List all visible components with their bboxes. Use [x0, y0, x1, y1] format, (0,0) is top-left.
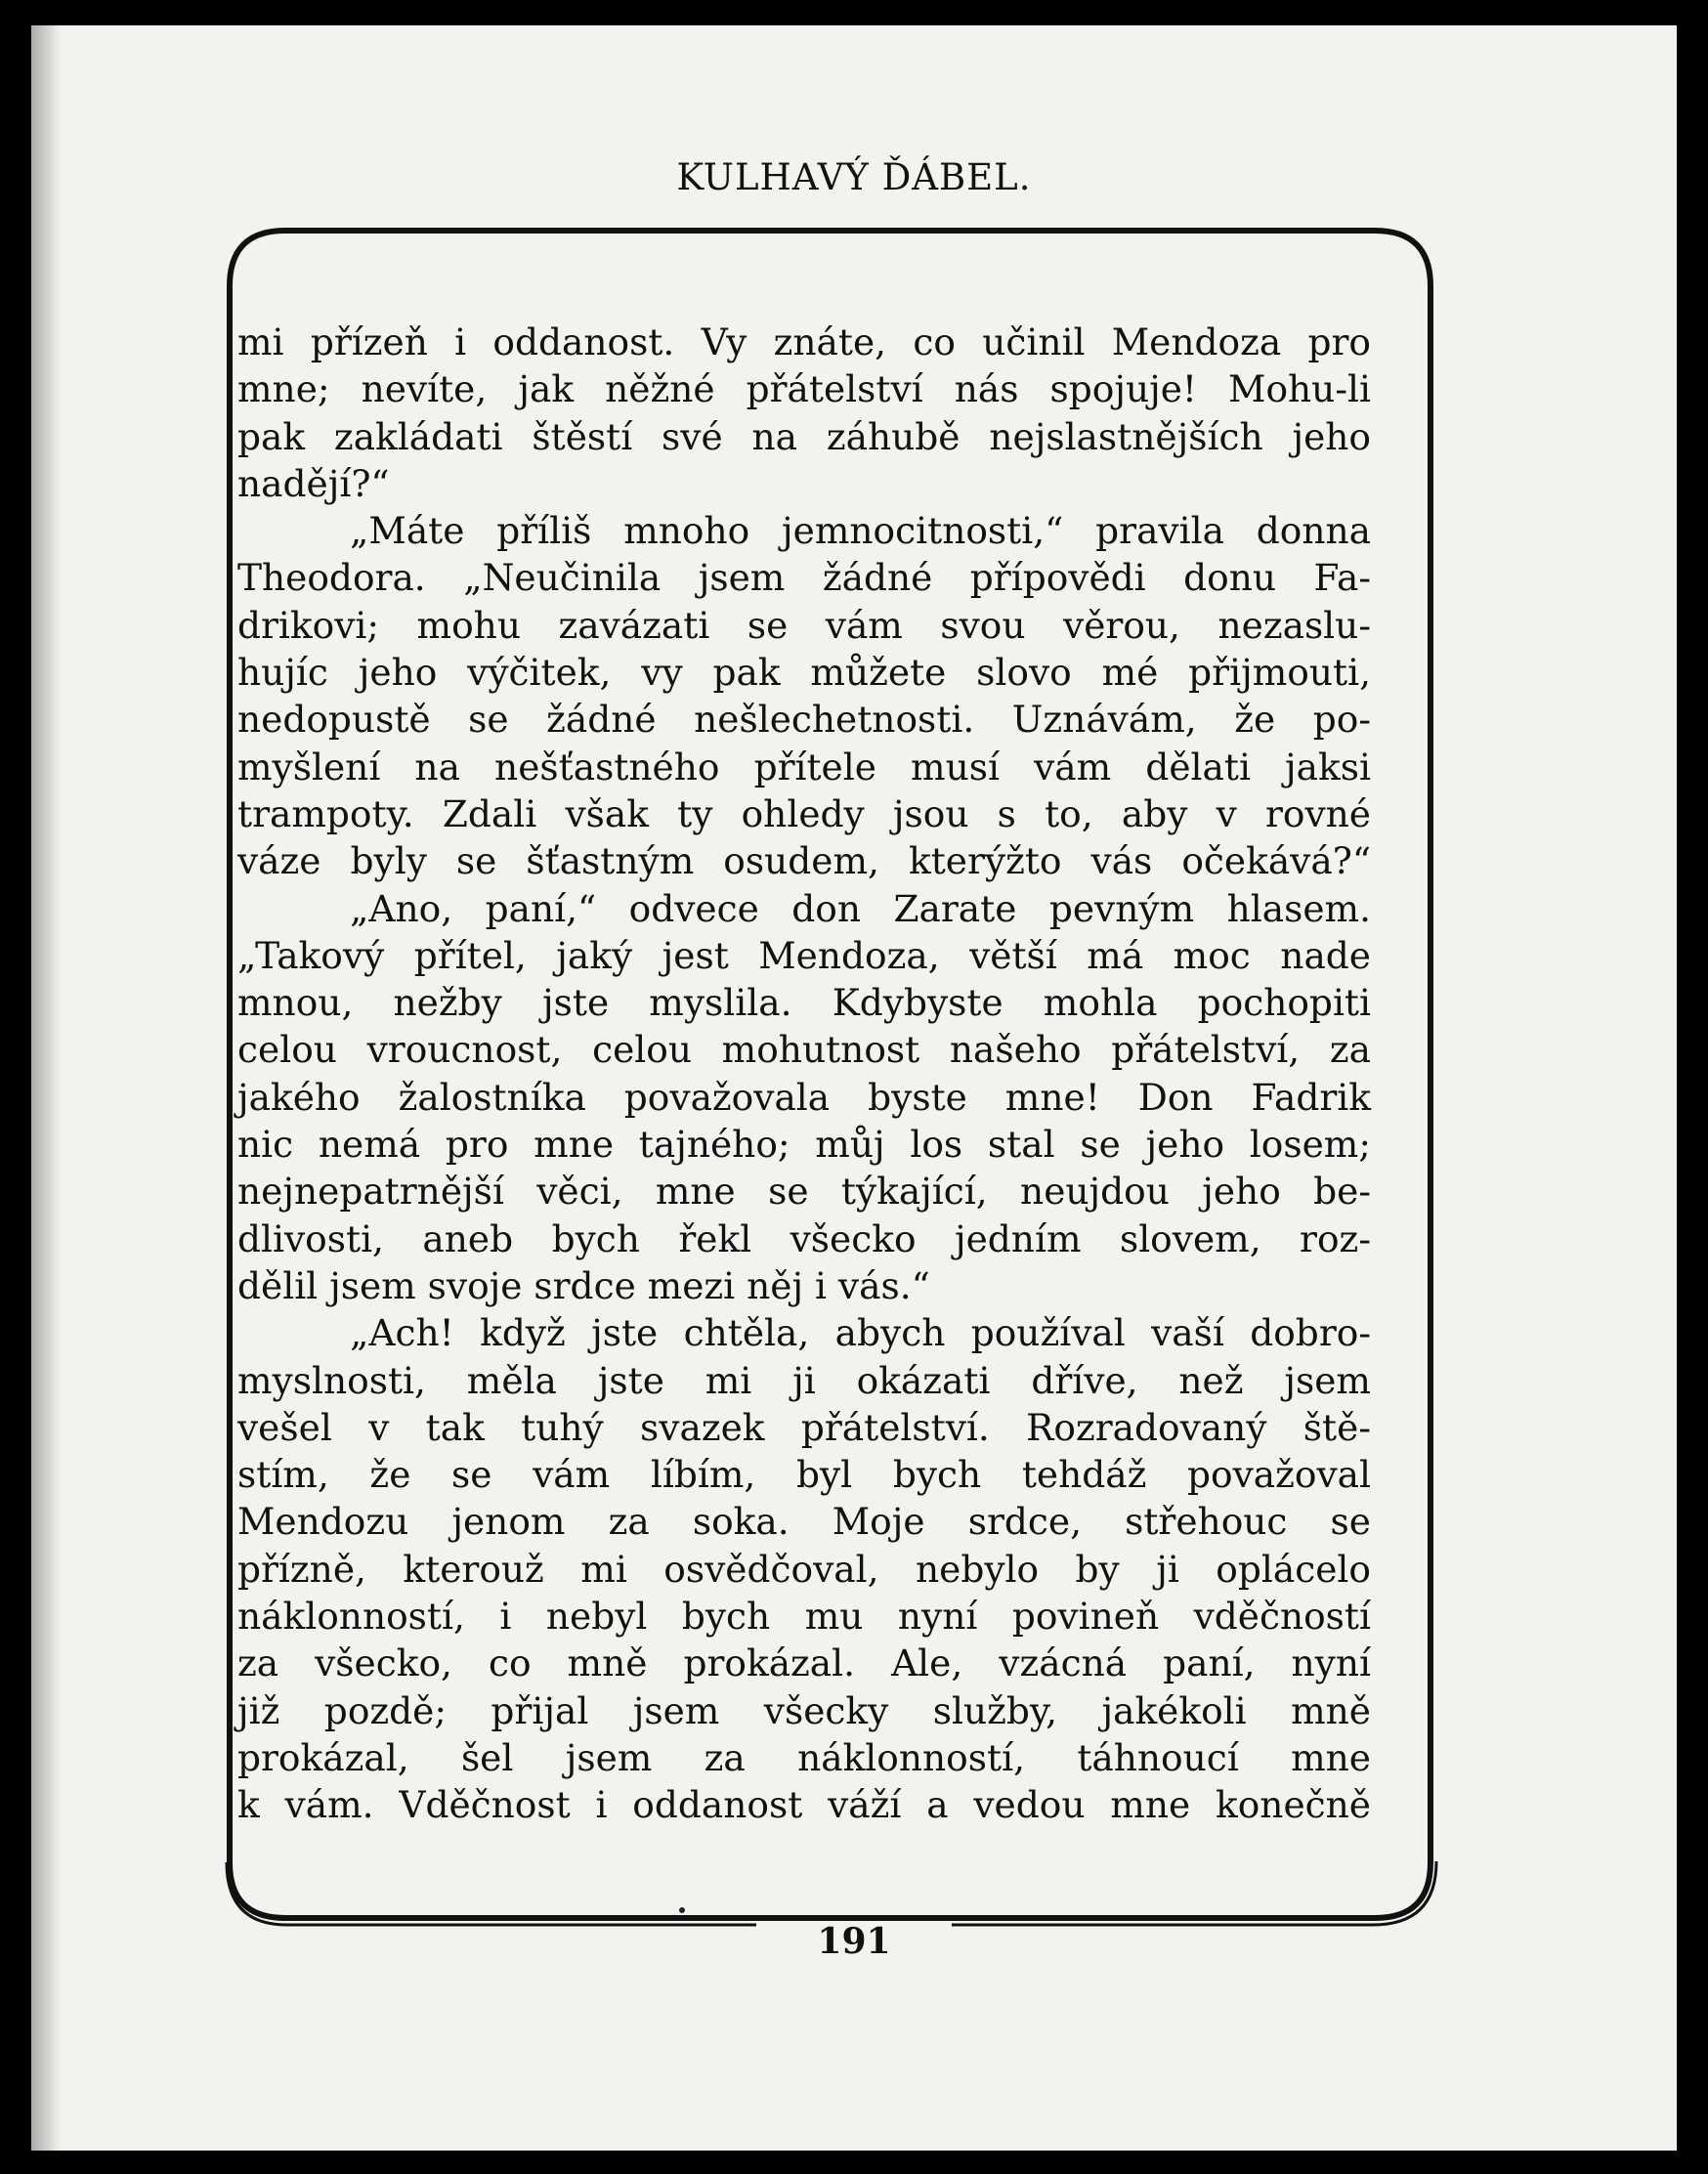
text-line: myšlení na nešťastného přítele musí vám dělati jaksi [237, 745, 1371, 789]
ink-speck [679, 1907, 685, 1913]
text-line: nadějí?“ [237, 461, 390, 505]
text-line: „Ano, paní,“ odvece don Zarate pevným hlasem. [350, 886, 1371, 930]
text-line: mnou, nežby jste myslila. Kdybyste mohla pochopiti [237, 981, 1371, 1025]
text-line: mne; nevíte, jak něžné přátelství nás spojuje! Mohu-li [237, 367, 1371, 411]
text-line: prokázal, šel jsem za náklonností, táhnoucí mne [237, 1735, 1371, 1779]
text-line: „Takový přítel, jaký jest Mendoza, větší má moc nade [237, 933, 1371, 977]
text-line: Theodora. „Neučinila jsem žádné přípovědi donu Fa- [237, 556, 1371, 600]
text-line: „Ach! když jste chtěla, abych používal vaší dobro- [350, 1311, 1371, 1355]
text-line: „Máte příliš mnoho jemnocitnosti,“ pravila donna [350, 509, 1371, 553]
text-line: dlivosti, aneb bych řekl všecko jedním slovem, roz- [237, 1216, 1371, 1260]
text-line: vešel v tak tuhý svazek přátelství. Rozradovaný ště- [237, 1405, 1371, 1449]
text-line: k vám. Vděčnost i oddanost váží a vedou mne konečně [237, 1783, 1371, 1827]
text-line: nejnepatrnější věci, mne se týkající, neujdou jeho be- [237, 1170, 1371, 1214]
book-page [31, 25, 1677, 2151]
text-line: drikovi; mohu zavázati se vám svou věrou, nezaslu- [237, 603, 1371, 647]
text-line: stím, že se vám líbím, byl bych tehdáž považoval [237, 1453, 1371, 1497]
text-line: dělil jsem svoje srdce mezi něj i vás.“ [237, 1263, 930, 1307]
text-line: trampoty. Zdali však ty ohledy jsou s to, aby v rovné [237, 791, 1371, 835]
text-line: nedopustě se žádné nešlechetnosti. Uznávám, že po- [237, 698, 1371, 742]
text-line: již pozdě; přijal jsem všecky služby, jakékoli mně [237, 1688, 1371, 1732]
page-number: 191 [756, 1921, 952, 1962]
text-line: jakého žalostníka považovala byste mne! Don Fadrik [237, 1075, 1371, 1119]
text-line: přízně, kterouž mi osvědčoval, nebylo by ji oplácelo [237, 1547, 1371, 1591]
text-line: nic nemá pro mne tajného; můj los stal se jeho losem; [237, 1123, 1371, 1167]
text-line: Mendozu jenom za soka. Moje srdce, střehouc se [237, 1500, 1371, 1544]
text-line: hujíc jeho výčitek, vy pak můžete slovo mé přijmouti, [237, 651, 1371, 695]
text-line: celou vroucnost, celou mohutnost našeho přátelství, za [237, 1028, 1371, 1072]
text-line: váze byly se šťastným osudem, kterýžto vás očekává?“ [237, 839, 1371, 883]
body-text [237, 319, 1371, 1829]
text-line: myslnosti, měla jste mi ji okázati dříve, než jsem [237, 1358, 1371, 1402]
text-line: mi přízeň i oddanost. Vy znáte, co učinil Mendoza pro [237, 320, 1371, 363]
running-head: KULHAVÝ ĎÁBEL. [676, 156, 1032, 198]
text-line: pak zakládati štěstí své na záhubě nejslastnějších jeho [237, 414, 1371, 458]
text-line: za všecko, co mně prokázal. Ale, vzácná paní, nyní [237, 1641, 1371, 1685]
text-line: náklonností, i nebyl bych mu nyní povineň vděčností [237, 1595, 1371, 1639]
